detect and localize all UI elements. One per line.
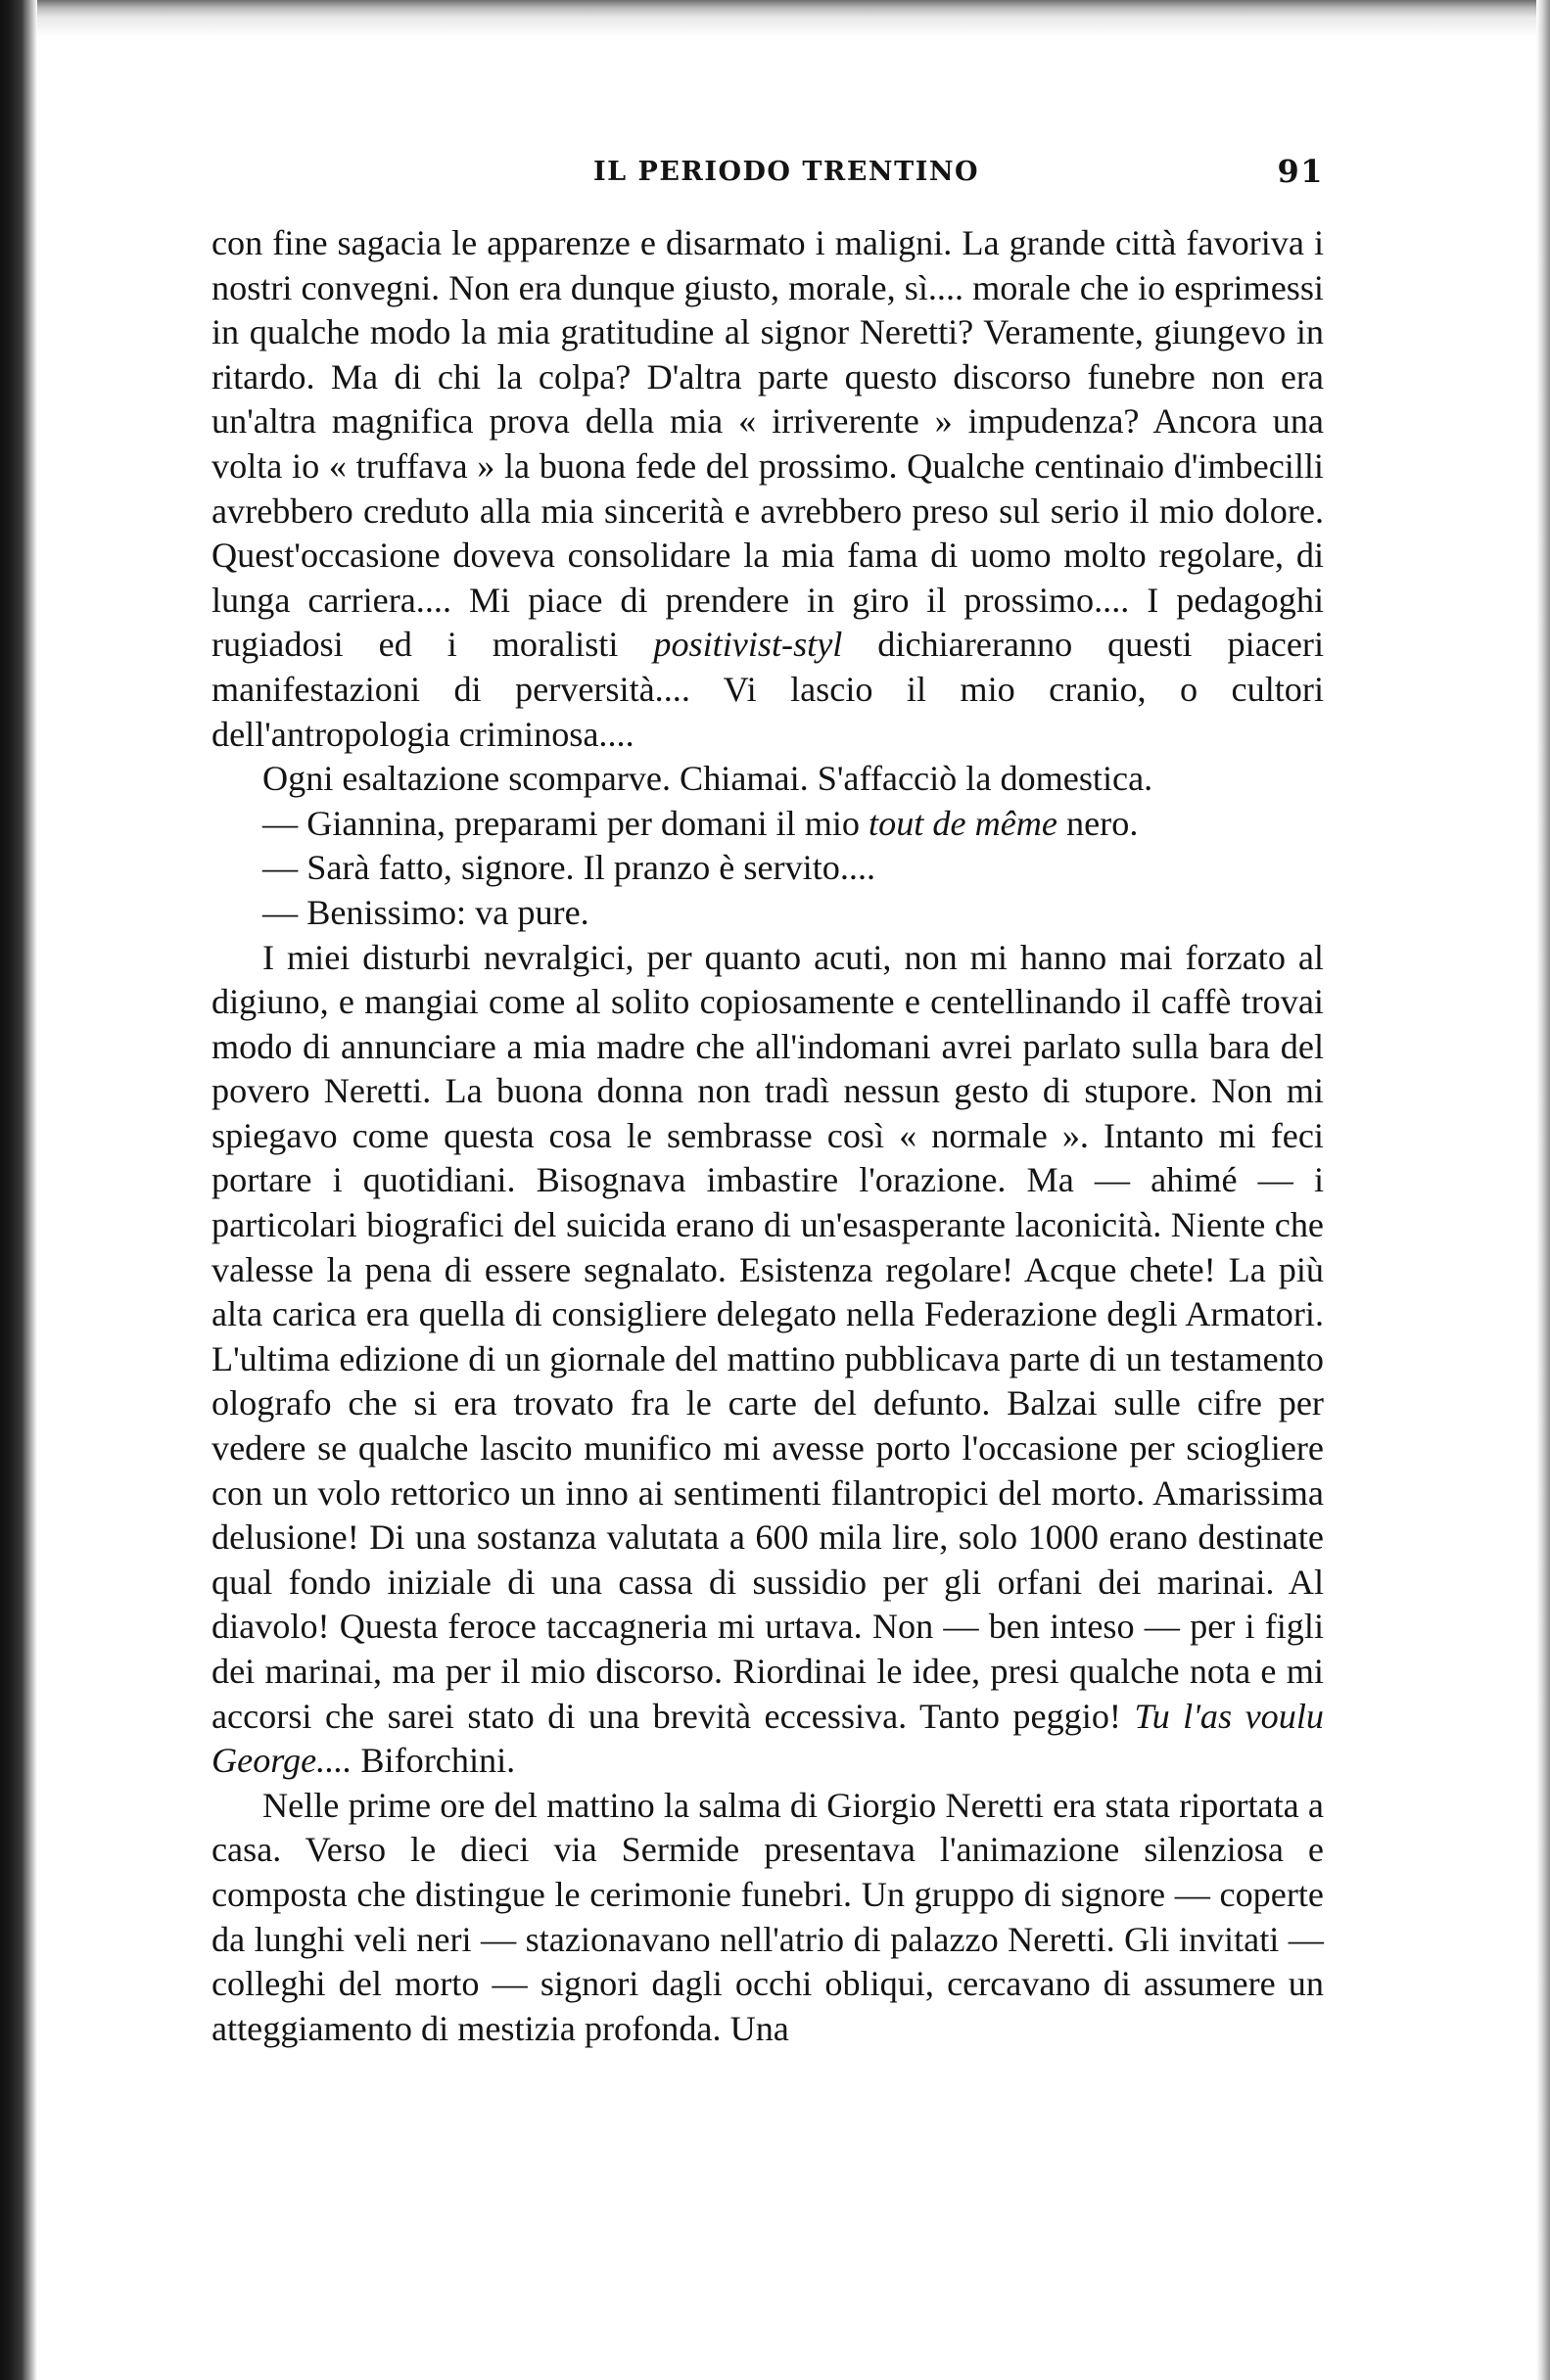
dialogue-line bbox=[211, 846, 1324, 891]
paragraph bbox=[211, 757, 1324, 802]
paragraph bbox=[211, 1784, 1324, 2052]
text-run: I miei disturbi nevralgici, per quanto acuti, non mi hanno mai forzato al digiuno, e mangiai come al solito copiosamente e centellinando il caffè trovai modo di annunciare a mia madre che all'indomani avrei parlato sulla bara del povero Neretti. La buona donna non tradì nessun gesto di stupore. Non mi spiegavo come questa cosa le sembrasse così « normale ». Intanto mi feci portare i quotidiani. Bisognava imbastire l'orazione. Ma — ahimé — i particolari biografici del suicida erano di un'esasperante laconicità. Niente che valesse la pena di essere segnalato. Esistenza regolare! Acque chete! La più alta carica era quella di consigliere delegato nella Federazione degli Armatori. L'ultima edizione di un giornale del mattino pubblicava parte di un testamento olografo che si era trovato fra le carte del defunto. Balzai sulle cifre per vedere se qualche lascito munifico mi avesse porto l'occasione per sciogliere con un volo rettorico un inno ai sentimenti filantropici del morto. Amarissima delusione! Di una sostanza valutata a 600 mila lire, solo 1000 erano destinate qual fondo iniziale di una cassa di sussidio per gli orfani dei marinai. Al diavolo! Questa feroce taccagneria mi urtava. Non — ben inteso — per i figli dei marinai, ma per il mio discorso. Riordinai le idee, presi qualche nota e mi accorsi che sarei stato di una brevità eccessiva. Tanto peggio! bbox=[211, 937, 1324, 1736]
running-header-title: IL PERIODO TRENTINO bbox=[593, 157, 980, 187]
text-run: Nelle prime ore del mattino la salma di Giorgio Neretti era stata riportata a casa. Verso le dieci via Sermide presentava l'animazione silenziosa e composta che distingue le cerimonie funebri. Un gruppo di signore — coperte da lunghi veli neri — stazionavano nell'atrio di palazzo Neretti. Gli invitati — colleghi del morto — signori dagli occhi obliqui, cercavano di assumere un atteggiamento di mestizia profonda. Una bbox=[211, 1785, 1324, 2048]
paragraph bbox=[211, 221, 1324, 757]
book-page bbox=[211, 155, 1324, 2051]
dialogue-line bbox=[211, 891, 1324, 936]
text-run: nero. bbox=[1057, 803, 1139, 843]
scan-shadow-left bbox=[0, 0, 37, 2380]
paragraph bbox=[211, 936, 1324, 1784]
text-run: dichiareranno questi piaceri manifestazioni di perversità.... Vi lascio il mio cranio, o cultori dell'antropologia criminosa.... bbox=[211, 625, 1324, 754]
running-header bbox=[211, 155, 1324, 194]
text-run: Biforchini. bbox=[352, 1741, 516, 1781]
scan-shadow-right bbox=[1536, 0, 1550, 2380]
scan-shadow-top bbox=[37, 0, 1550, 39]
text-run: — Giannina, preparami per domani il mio bbox=[262, 803, 869, 843]
italic-text: positivist-styl bbox=[653, 625, 843, 665]
text-run: — Benissimo: va pure. bbox=[262, 892, 589, 932]
italic-text: Tu l'as voulu George.... bbox=[211, 1696, 1324, 1781]
dialogue-line bbox=[211, 802, 1324, 847]
text-run: Ogni esaltazione scomparve. Chiamai. S'affacciò la domestica. bbox=[262, 759, 1153, 799]
text-run: — Sarà fatto, signore. Il pranzo è servito.... bbox=[262, 848, 876, 888]
body-text bbox=[211, 221, 1324, 2051]
text-run: con fine sagacia le apparenze e disarmato i maligni. La grande città favoriva i nostri convegni. Non era dunque giusto, morale, sì.... morale che io esprimessi in qualche modo la mia gratitudine al signor Neretti? Veramente, giungevo in ritardo. Ma di chi la colpa? D'altra parte questo discorso funebre non era un'altra magnifica prova della mia « irriverente » impudenza? Ancora una volta io « truffava » la buona fede del prossimo. Qualche centinaio d'imbecilli avrebbero creduto alla mia sincerità e avrebbero preso sul serio il mio dolore. Quest'occasione doveva consolidare la mia fama di uomo molto regolare, di lunga carriera.... Mi piace di prendere in giro il prossimo.... I pedagoghi rugiadosi ed i moralisti bbox=[211, 223, 1324, 665]
italic-text: tout de même bbox=[869, 803, 1057, 843]
page-number: 91 bbox=[1277, 153, 1324, 190]
